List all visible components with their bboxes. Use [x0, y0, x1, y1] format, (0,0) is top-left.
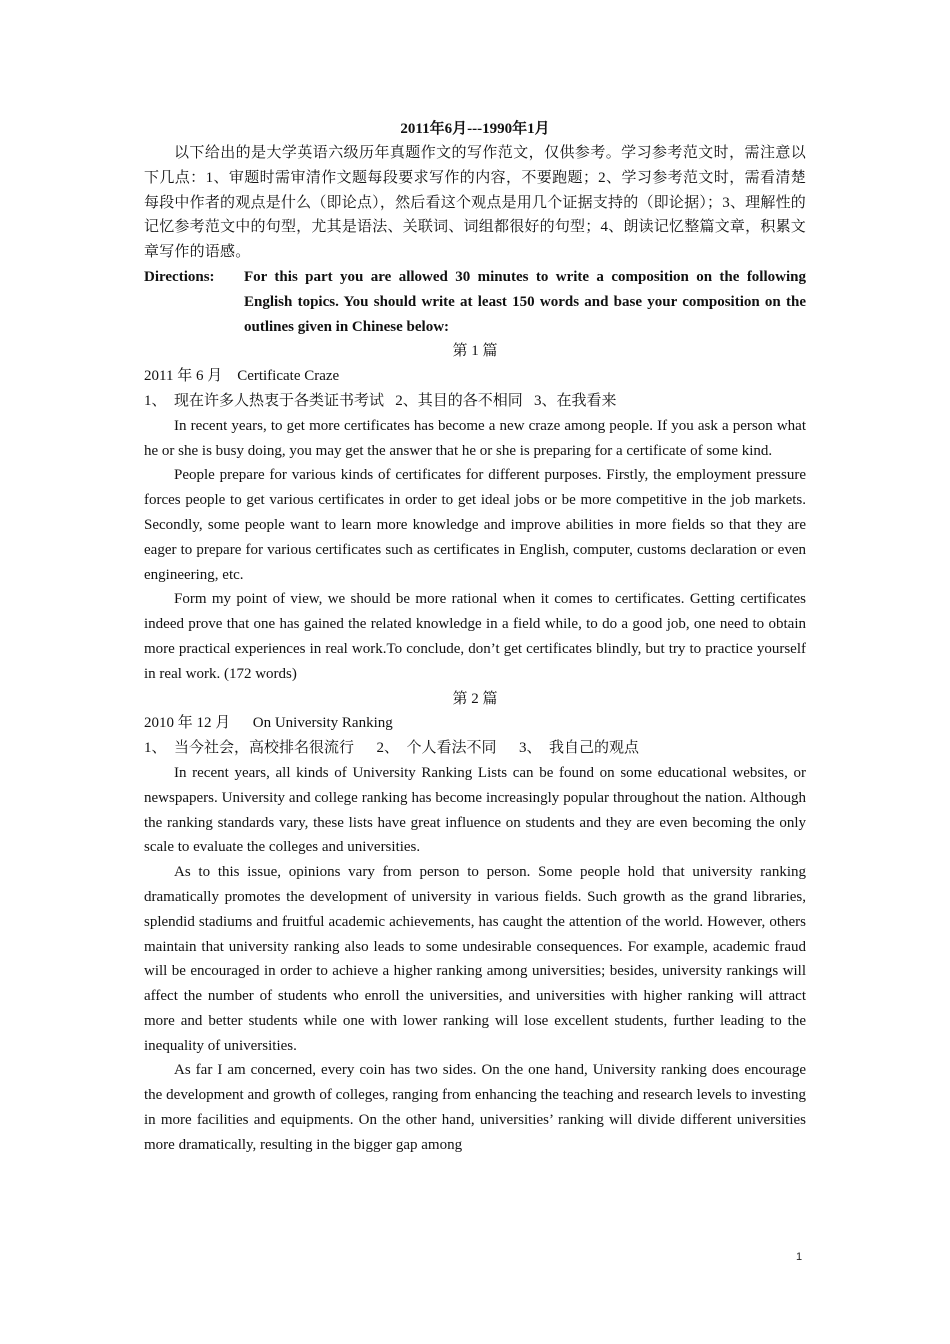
essay-paragraph: In recent years, all kinds of University Ranking Lists can be found on some educational websites, or newspapers. University and college ranking has become increasingly popular throughout the nation. Although the ranking standards vary, these lists have great influence on students and they are even becoming the only scale to evaluate the colleges and universities. — [144, 764, 806, 856]
essay-paragraph: As to this issue, opinions vary from person to person. Some people hold that university ranking dramatically promotes the development of university in various fields. Such growth as the grand libraries, splendid stadiums and fruitful academic achievements, has caught the attention of the world. However, others maintain that university ranking also leads to some undesirable consequences. For example, academic fraud will be encouraged in order to achieve a higher ranking among universities; besides, university rankings will affect the number of students who enroll the universities, and universities with higher ranking will attract more and better students while one with lower ranking will lose excellent students, further leading to the inequality of universities. — [144, 864, 806, 1054]
document-page — [144, 117, 806, 1158]
document-title: 2011年6月---1990年1月 — [400, 121, 550, 137]
essay-paragraph: As far I am concerned, every coin has two sides. On the one hand, University ranking does encourage the development and growth of colleges, ranging from enhancing the teaching and research levels to investing in more facilities and equipments. On the other hand, universities’ ranking will divide different universities more dramatically, resulting in the bigger gap among — [144, 1062, 806, 1153]
essay-heading: 第 1 篇 — [452, 343, 498, 360]
directions-block — [144, 265, 806, 339]
essay-outline: 1、 现在许多人热衷于各类证书考试 2、其目的各不相同 3、在我看来 — [144, 392, 617, 409]
page-number: 1 — [796, 1251, 803, 1263]
directions-text: For this part you are allowed 30 minutes to write a composition on the following English topics. You should write at least 150 words and base your composition on the outlines given in Chinese below: — [244, 268, 806, 335]
essay-meta: 2010 年 12 月 On University Ranking — [144, 715, 393, 732]
directions-label: Directions: — [144, 268, 215, 285]
essay-paragraph: Form my point of view, we should be more rational when it comes to certificates. Getting certificates indeed prove that one has gained the related knowledge in a field while, to do a good job, one need to obtain more practical experiences in real work.To conclude, don’t get certificates blindly, but try to practice yourself in real work. (172 words) — [144, 591, 806, 682]
essay-meta: 2011 年 6 月 Certificate Craze — [144, 368, 340, 385]
intro-paragraph: 以下给出的是大学英语六级历年真题作文的写作范文，仅供参考。学习参考范文时，需注意以下几点：1、审题时需审清作文题每段要求写作的内容，不要跑题；2、学习参考范文时，需看清楚每段中作者的观点是什么（即论点），然后看这个观点是用几个证据支持的（即论据）；3、理解性的记忆参考范文中的句型，尤其是语法、关联词、词组都很好的句型；4、朗读记忆整篇文章，积累文章写作的语感。 — [144, 145, 806, 261]
essay-heading: 第 2 篇 — [452, 690, 498, 707]
essay-paragraph: In recent years, to get more certificates has become a new craze among people. If you ask a person what he or she is busy doing, you may get the answer that he or she is preparing for a certificate of some kind. — [144, 417, 806, 459]
essay-outline: 1、 当今社会，高校排名很流行 2、 个人看法不同 3、 我自己的观点 — [144, 740, 640, 757]
essay-paragraph: People prepare for various kinds of certificates for different purposes. Firstly, the employment pressure forces people to get various certificates in order to get ideal jobs or be more competitive in the job markets. Secondly, some people want to learn more knowledge and improve abilities in more fields so that they are eager to prepare for various certificates such as certificates in English, computer, customs declaration or even engineering, etc. — [144, 467, 806, 583]
